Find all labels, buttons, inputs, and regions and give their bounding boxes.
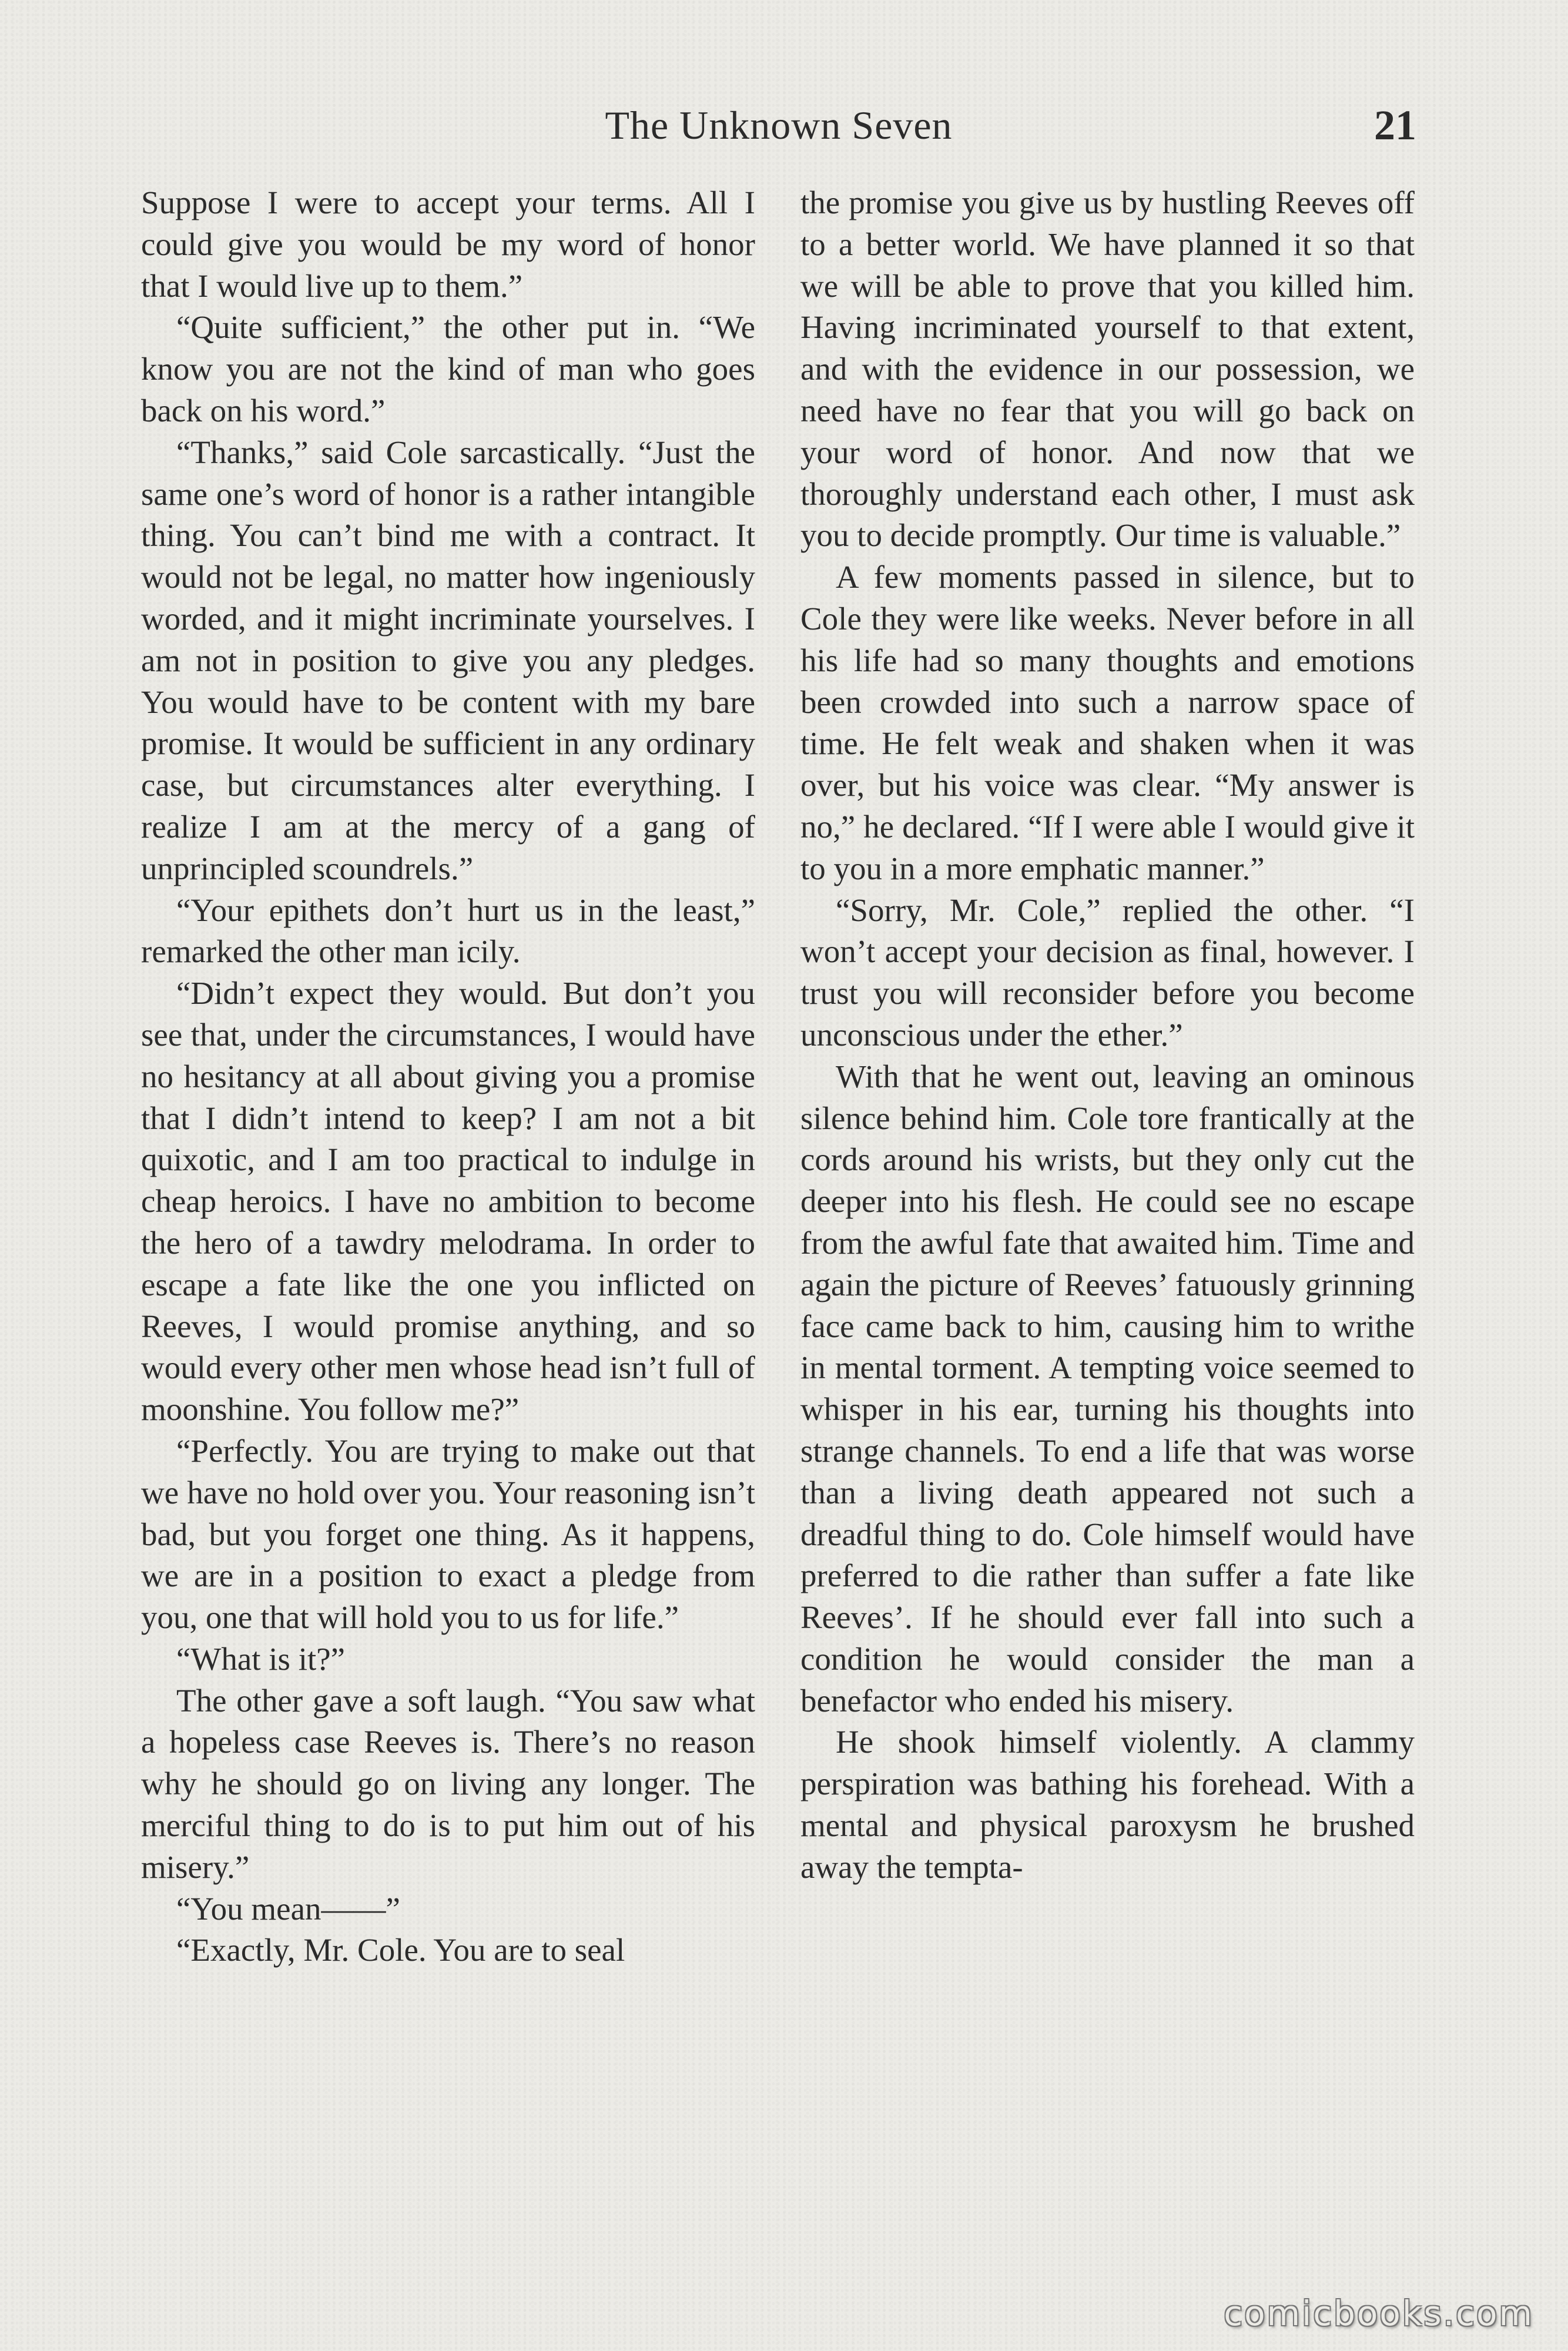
paragraph: “Perfectly. You are trying to make out that we have no hold over you. Your reasoning isn’t bad, but you forget one thing. As it happens, we are in a position to exact a pledge from you, one that will hold you to us for life.” [141, 1432, 755, 1636]
paragraph: With that he went out, leaving an ominous silence behind him. Cole tore frantically at the cords around his wrists, but they only cut the deeper into his flesh. He could see no escape from the awful fate that awaited him. Time and again the picture of Reeves’ fatuously grinning face came back to him, causing him to writhe in mental torment. A tempting voice seemed to whisper in his ear, turning his thoughts into strange channels. To end a life that was worse than a living death appeared not such a dreadful thing to do. Cole himself would have preferred to die rather than suffer a fate like Reeves’. If he should ever fall into such a condition he would consider the man a benefactor who ended his misery. [800, 1058, 1415, 1719]
paragraph: A few moments passed in silence, but to Cole they were like weeks. Never before in all his life had so many thoughts and emotions been crowded into such a narrow space of time. He felt weak and shaken when it was over, but his voice was clear. “My answer is no,” he declared. “If I were able I would give it to you in a more emphatic manner.” [800, 559, 1415, 886]
right-column [800, 182, 1415, 1888]
page-number: 21 [1374, 102, 1416, 149]
paragraph: The other gave a soft laugh. “You saw what a hopeless case Reeves is. There’s no reason why he should go on living any longer. The merciful thing to do is to put him out of his misery.” [141, 1682, 755, 1885]
paragraph: “Sorry, Mr. Cole,” replied the other. “I won’t accept your decision as final, however. I trust you will reconsider before you become unconscious under the ether.” [800, 892, 1415, 1053]
watermark: comicbooks.com [1224, 2293, 1534, 2333]
paragraph: “What is it?” [176, 1640, 346, 1677]
paragraph: “Quite sufficient,” the other put in. “We know you are not the kind of man who goes back on his word.” [141, 309, 755, 428]
paragraph: “You mean——” [176, 1890, 400, 1927]
paragraph: He shook himself violently. A clammy perspiration was bathing his forehead. With a mental and physical paroxysm he brushed away the tempta- [800, 1724, 1415, 1885]
running-title: The Unknown Seven [605, 103, 953, 148]
page-header [141, 93, 1416, 158]
paragraph: the promise you give us by hustling Reeves off to a better world. We have planned it so that we will be able to prove that you killed him. Having incriminated yourself to that extent, and with the evidence in our possession, we need have no fear that you will go back on your word of honor. And now that we thoroughly understand each other, I must ask you to decide promptly. Our time is valuable.” [800, 185, 1415, 554]
paragraph: Suppose I were to accept your terms. All I could give you would be my word of honor that I would live up to them.” [141, 185, 755, 304]
left-column [141, 182, 755, 1971]
paragraph: “Your epithets don’t hurt us in the least,” remarked the other man icily. [141, 892, 755, 970]
paragraph: “Thanks,” said Cole sarcastically. “Just the same one’s word of honor is a rather intangible thing. You can’t bind me with a contract. It would not be legal, no matter how ingeniously worded, and it might incriminate yourselves. I am not in position to give you any pledges. You would have to be content with my bare promise. It would be sufficient in any ordinary case, but circumstances alter everything. I realize I am at the mercy of a gang of unprincipled scoundrels.” [141, 434, 755, 886]
paragraph: “Didn’t expect they would. But don’t you see that, under the circumstances, I would have no hesitancy at all about giving you a promise that I didn’t intend to keep? I am not a bit quixotic, and I am too practical to indulge in cheap heroics. I have no ambition to become the hero of a tawdry melodrama. In order to escape a fate like the one you inflicted on Reeves, I would promise anything, and so would every other men whose head isn’t full of moonshine. You follow me?” [141, 975, 755, 1428]
paragraph: “Exactly, Mr. Cole. You are to seal [176, 1932, 625, 1968]
